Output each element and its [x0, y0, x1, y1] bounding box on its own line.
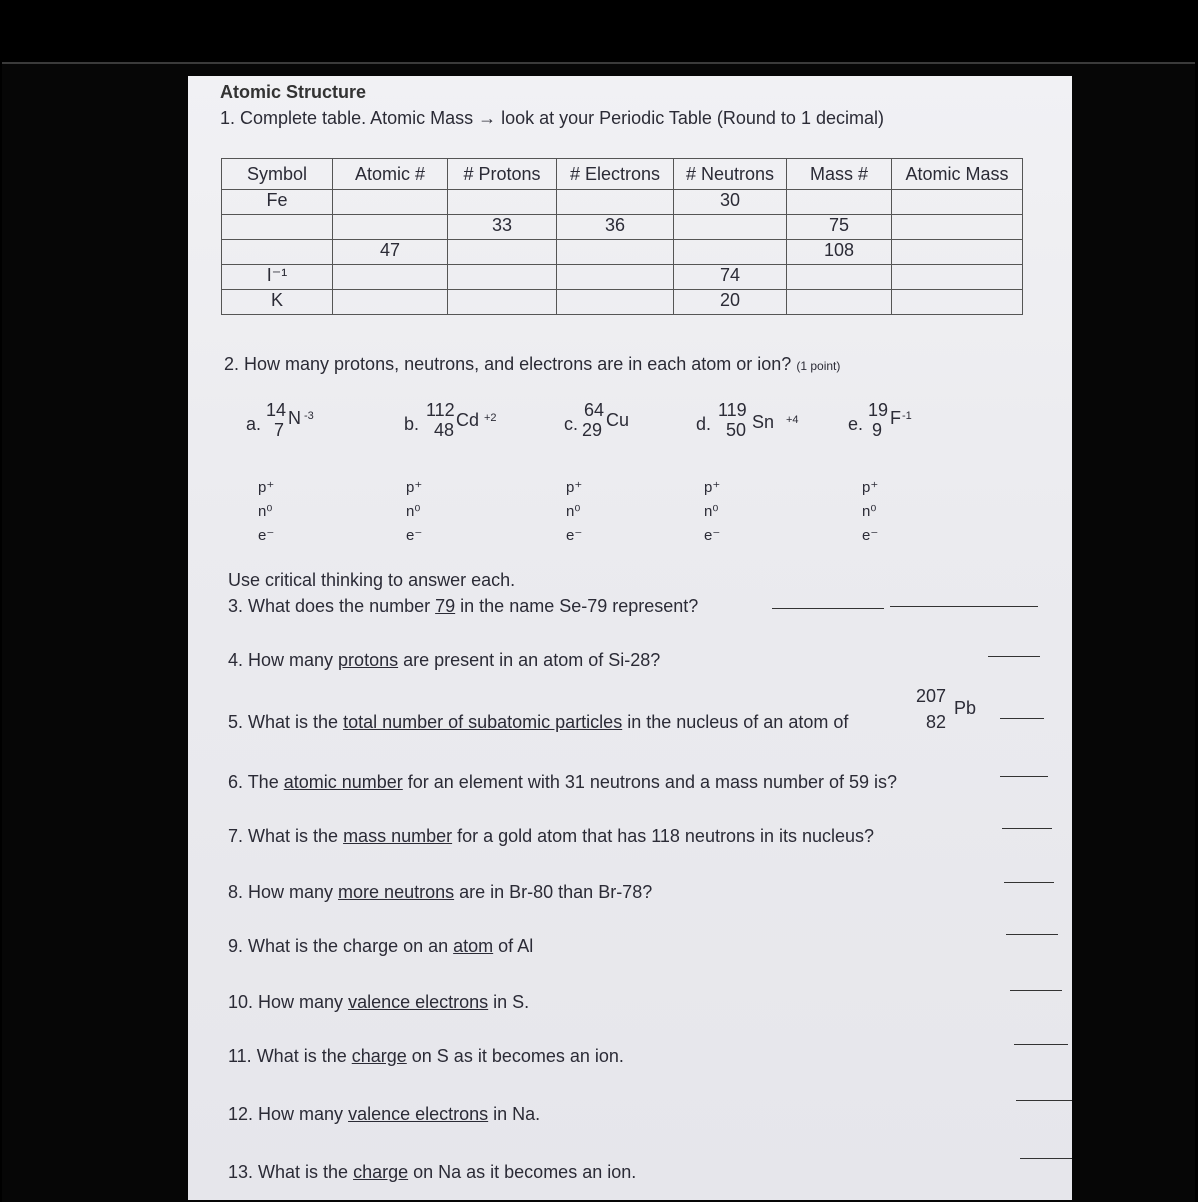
isotope-a: [246, 400, 326, 450]
q-underlined: atom: [453, 936, 494, 956]
isotope-mass-number: 119: [718, 400, 747, 420]
cell: Fe: [222, 190, 333, 215]
q-text: 13. What is the: [228, 1162, 354, 1182]
particle-list-d: [704, 476, 720, 548]
question-13: [228, 1162, 636, 1183]
question-1: 1. Complete table. Atomic Mass → look at your Periodic Table (Round to 1 decimal): [220, 108, 884, 128]
answer-blank: [890, 606, 1038, 607]
cell: 108: [787, 240, 892, 265]
neutron-label: n⁰: [704, 503, 719, 520]
answer-blank: [1010, 990, 1062, 991]
cell: [892, 190, 1023, 215]
particle-list-c: [566, 476, 582, 548]
q-underlined: protons: [338, 650, 399, 670]
cell: I⁻¹: [222, 265, 333, 290]
q-text: are present in an atom of Si-28?: [398, 650, 661, 670]
table-row: [222, 215, 1023, 240]
cell: [674, 215, 787, 240]
cell: [557, 290, 674, 315]
cell: [448, 290, 557, 315]
answer-blank: [1014, 1044, 1068, 1045]
q-text: in the name Se-79 represent?: [455, 596, 699, 616]
cell: [333, 265, 448, 290]
answer-blank: [988, 656, 1040, 657]
header-cell: Mass #: [787, 159, 892, 190]
cell: [333, 290, 448, 315]
nuclide-mass-number: 207: [916, 686, 947, 706]
isotope-mass-number: 112: [426, 400, 455, 420]
q-text: on Na as it becomes an ion.: [408, 1162, 637, 1182]
answer-blank: [1006, 934, 1058, 935]
q-text: on S as it becomes an ion.: [406, 1046, 624, 1066]
cell: 47: [333, 240, 448, 265]
q-text: 3. What does the number: [228, 596, 436, 616]
electron-label: e⁻: [862, 527, 879, 544]
isotope-letter: d.: [696, 414, 712, 434]
proton-label: p⁺: [862, 479, 879, 496]
q-text: 7. What is the: [228, 826, 344, 846]
isotope-letter: e.: [848, 414, 864, 434]
particle-list-b: [406, 476, 422, 548]
cell: [892, 265, 1023, 290]
q-text: 9. What is the charge on an: [228, 936, 454, 956]
worksheet-title: Atomic Structure: [220, 82, 367, 102]
header-cell: # Neutrons: [674, 159, 787, 190]
question-7: [228, 826, 874, 847]
answer-blank: [1004, 882, 1054, 883]
q-text: in the nucleus of an atom of: [622, 712, 849, 732]
isotope-letter: c.: [564, 414, 579, 434]
neutron-label: n⁰: [566, 503, 581, 520]
isotope-e: [848, 400, 938, 450]
cell: 74: [674, 265, 787, 290]
cell: [333, 190, 448, 215]
table-header-row: [222, 159, 1023, 190]
q-underlined: charge: [353, 1162, 409, 1182]
question-8: [228, 882, 652, 903]
neutron-label: n⁰: [258, 503, 273, 520]
question-11: [228, 1046, 624, 1067]
isotope-symbol: F: [890, 408, 901, 428]
cell: 75: [787, 215, 892, 240]
table-row: [222, 265, 1023, 290]
isotope-mass-number: 64: [584, 400, 605, 420]
q-underlined: atomic number: [283, 772, 403, 792]
question-10: [228, 992, 529, 1013]
isotope-letter: b.: [404, 414, 420, 434]
answer-blank: [1000, 718, 1044, 719]
header-cell: Atomic Mass: [892, 159, 1023, 190]
isotope-d: [696, 400, 806, 450]
cell: [892, 215, 1023, 240]
answer-blank: [1002, 828, 1052, 829]
q-underlined: more neutrons: [338, 882, 455, 902]
q-underlined: valence electrons: [348, 1104, 489, 1124]
isotope-charge: -1: [902, 410, 912, 422]
cell: [448, 240, 557, 265]
isotope-c: [564, 400, 654, 450]
cell: 20: [674, 290, 787, 315]
q-text: for an element with 31 neutrons and a mass number of 59 is?: [402, 772, 898, 792]
cell: [787, 190, 892, 215]
electron-label: e⁻: [566, 527, 583, 544]
neutron-label: n⁰: [862, 503, 877, 520]
isotope-atomic-number: 7: [274, 420, 285, 440]
cell: [222, 240, 333, 265]
answer-blank: [772, 608, 884, 609]
cell: [557, 190, 674, 215]
cell: [787, 290, 892, 315]
cell: [448, 190, 557, 215]
q-text: 6. The: [228, 772, 284, 792]
proton-label: p⁺: [258, 479, 275, 496]
cell: [557, 240, 674, 265]
question-2: [224, 354, 840, 375]
q-text: in S.: [488, 992, 530, 1012]
q-text: 4. How many: [228, 650, 339, 670]
q-text: 8. How many: [228, 882, 339, 902]
isotope-symbol: N: [288, 408, 301, 428]
cell: [892, 290, 1023, 315]
question-3: [228, 596, 698, 617]
q-text: of Al: [493, 936, 534, 956]
isotope-b: [404, 400, 514, 450]
proton-label: p⁺: [566, 479, 583, 496]
cell: K: [222, 290, 333, 315]
cell: 36: [557, 215, 674, 240]
isotope-mass-number: 19: [868, 400, 889, 420]
proton-label: p⁺: [406, 479, 423, 496]
isotope-charge: +2: [484, 412, 497, 424]
isotope-symbol: Cd: [456, 410, 480, 430]
q-underlined: total number of subatomic particles: [343, 712, 623, 732]
q-text: 11. What is the: [228, 1046, 352, 1066]
table-row: [222, 240, 1023, 265]
cell: 30: [674, 190, 787, 215]
answer-blank: [1000, 776, 1048, 777]
question-6: [228, 772, 897, 793]
cell: [892, 240, 1023, 265]
nuclide-symbol: Pb: [954, 698, 977, 718]
electron-label: e⁻: [406, 527, 423, 544]
particle-list-e: [862, 476, 878, 548]
q-underlined: 79: [435, 596, 456, 616]
isotope-atomic-number: 29: [582, 420, 603, 440]
cell: [557, 265, 674, 290]
q-underlined: mass number: [343, 826, 453, 846]
answer-blank: [1016, 1100, 1072, 1101]
q-text: in Na.: [488, 1104, 541, 1124]
question-5: [228, 712, 848, 733]
q-text: 5. What is the: [228, 712, 344, 732]
question-4: [228, 650, 660, 671]
header-cell: # Protons: [448, 159, 557, 190]
q-underlined: valence electrons: [348, 992, 489, 1012]
isotope-symbol: Cu: [606, 410, 630, 430]
isotope-letter: a.: [246, 414, 262, 434]
isotope-charge: +4: [786, 414, 799, 426]
q-text: 10. How many: [228, 992, 349, 1012]
nuclide-atomic-number: 82: [926, 712, 947, 732]
worksheet-page: [188, 76, 1072, 1200]
isotope-symbol: Sn: [752, 412, 775, 432]
critical-thinking-heading: Use critical thinking to answer each.: [228, 570, 516, 590]
question-2-text: 2. How many protons, neutrons, and electrons are in each atom or ion?: [224, 354, 792, 374]
isotope-atomic-number: 48: [434, 420, 455, 440]
q-text: are in Br-80 than Br-78?: [454, 882, 653, 902]
header-cell: Symbol: [222, 159, 333, 190]
table-row: [222, 290, 1023, 315]
cell: [333, 215, 448, 240]
q-underlined: charge: [351, 1046, 407, 1066]
q-text: for a gold atom that has 118 neutrons in its nucleus?: [452, 826, 875, 846]
cell: [222, 215, 333, 240]
cell: 33: [448, 215, 557, 240]
question-2-points: (1 point): [796, 359, 841, 373]
electron-label: e⁻: [704, 527, 721, 544]
electron-label: e⁻: [258, 527, 275, 544]
cell: [787, 265, 892, 290]
table-row: [222, 190, 1023, 215]
atomic-table: [221, 158, 1023, 315]
cell: [448, 265, 557, 290]
isotope-charge: -3: [304, 410, 314, 422]
question-12: [228, 1104, 540, 1125]
answer-blank: [1020, 1158, 1072, 1159]
isotope-mass-number: 14: [266, 400, 287, 420]
header-cell: # Electrons: [557, 159, 674, 190]
proton-label: p⁺: [704, 479, 721, 496]
isotope-atomic-number: 50: [726, 420, 747, 440]
particle-list-a: [258, 476, 274, 548]
neutron-label: n⁰: [406, 503, 421, 520]
question-9: [228, 936, 533, 957]
header-cell: Atomic #: [333, 159, 448, 190]
isotope-atomic-number: 9: [872, 420, 883, 440]
cell: [674, 240, 787, 265]
q-text: 12. How many: [228, 1104, 349, 1124]
